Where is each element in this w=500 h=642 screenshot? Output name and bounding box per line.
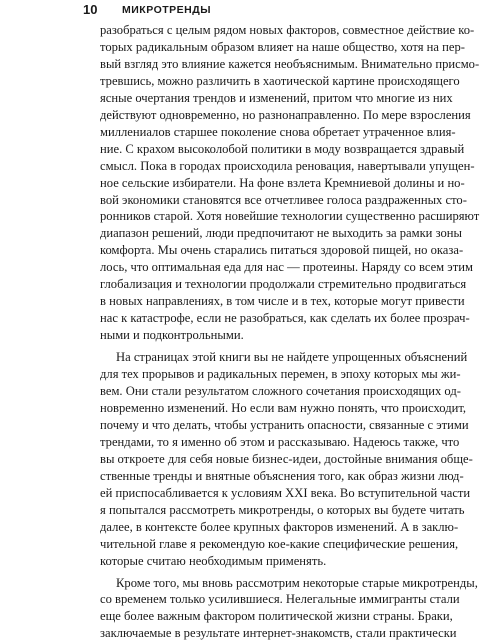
text-line: миллениалов старшее поколение снова обретает утраченное влия- — [100, 124, 413, 141]
text-line: торых радикальным образом влияет на наше общество, хотя на пер- — [100, 39, 413, 56]
text-line: вем. Они стали результатом сложного сочетания происходящих од- — [100, 383, 413, 400]
text-line: ронников старой. Хотя новейшие технологии существенно расширяют — [100, 208, 413, 225]
text-line: нас к катастрофе, если не разобраться, как сделать их более прозрач- — [100, 310, 413, 327]
text-line: ными и подконтрольными. — [100, 327, 413, 344]
text-line: ственные тренды и внятные объяснения того, как образ жизни люд- — [100, 468, 413, 485]
text-line: со временем только усилившиеся. Нелегальные иммигранты стали — [100, 591, 413, 608]
running-title: МИКРОТРЕНДЫ — [122, 3, 211, 17]
text-line: почему и что делать, чтобы устранить опасности, связанные с этими — [100, 417, 413, 434]
text-line: комфорта. Мы очень старались питаться здоровой пищей, но оказа- — [100, 242, 413, 259]
text-line: вой экономики становятся все отчетливее голоса раздраженных сто- — [100, 192, 413, 209]
text-line: На страницах этой книги вы не найдете упрощенных объяснений — [100, 349, 413, 366]
paragraph — [100, 22, 413, 344]
text-line: разобраться с целым рядом новых факторов, совместное действие ко- — [100, 22, 413, 39]
text-line: для тех прорывов и радикальных перемен, в эпоху которых мы жи- — [100, 366, 413, 383]
text-line: я попытался рассмотреть микротренды, о которых вы будете читать — [100, 502, 413, 519]
body-text — [100, 22, 413, 642]
text-line: новременно изменений. Но если вам нужно понять, что происходит, — [100, 400, 413, 417]
text-line: смысл. Пока в городах происходила реновация, навертывали упущен- — [100, 158, 413, 175]
text-line: диапазон решений, люди предпочитают не выходить за рамки зоны — [100, 225, 413, 242]
text-line: ей приспосабливается к условиям XXI века. Во вступительной части — [100, 485, 413, 502]
text-line: ние. С крахом высоколобой политики в моду возвращается здравый — [100, 141, 413, 158]
text-line: заключаемые в результате интернет-знакомств, стали практически — [100, 625, 413, 642]
page-number: 10 — [83, 2, 97, 18]
text-line: ное сельские избиратели. На фоне взлета Кремниевой долины и но- — [100, 175, 413, 192]
text-line: далее, в контексте более крупных факторов изменений. А в заклю- — [100, 519, 413, 536]
paragraph — [100, 349, 413, 569]
text-line: трендами, то я именно об этом и рассказываю. Надеюсь также, что — [100, 434, 413, 451]
text-line: в новых направлениях, в том числе и в тех, которые могут привести — [100, 293, 413, 310]
paragraph — [100, 575, 413, 642]
text-line: которые считаю необходимым применять. — [100, 553, 413, 570]
text-line: вый взгляд это влияние кажется необъяснимым. Внимательно присмо- — [100, 56, 413, 73]
text-line: вы откроете для себя новые бизнес-идеи, достойные внимания обще- — [100, 451, 413, 468]
text-line: чительной главе я рекомендую кое-какие специфические решения, — [100, 536, 413, 553]
text-line: Кроме того, мы вновь рассмотрим некоторые старые микротренды, — [100, 575, 413, 592]
text-line: ясные очертания трендов и изменений, притом что многие из них — [100, 90, 413, 107]
text-line: действуют одновременно, но разнонаправленно. По мере взросления — [100, 107, 413, 124]
text-line: еще более важным фактором политической жизни страны. Браки, — [100, 608, 413, 625]
page-header — [83, 2, 413, 18]
text-line: тревшись, можно различить в хаотической картине происходящего — [100, 73, 413, 90]
text-line: глобализация и технологии продолжали стремительно продвигаться — [100, 276, 413, 293]
text-line: лось, что оптимальная еда для нас — протеины. Наряду со всем этим — [100, 259, 413, 276]
